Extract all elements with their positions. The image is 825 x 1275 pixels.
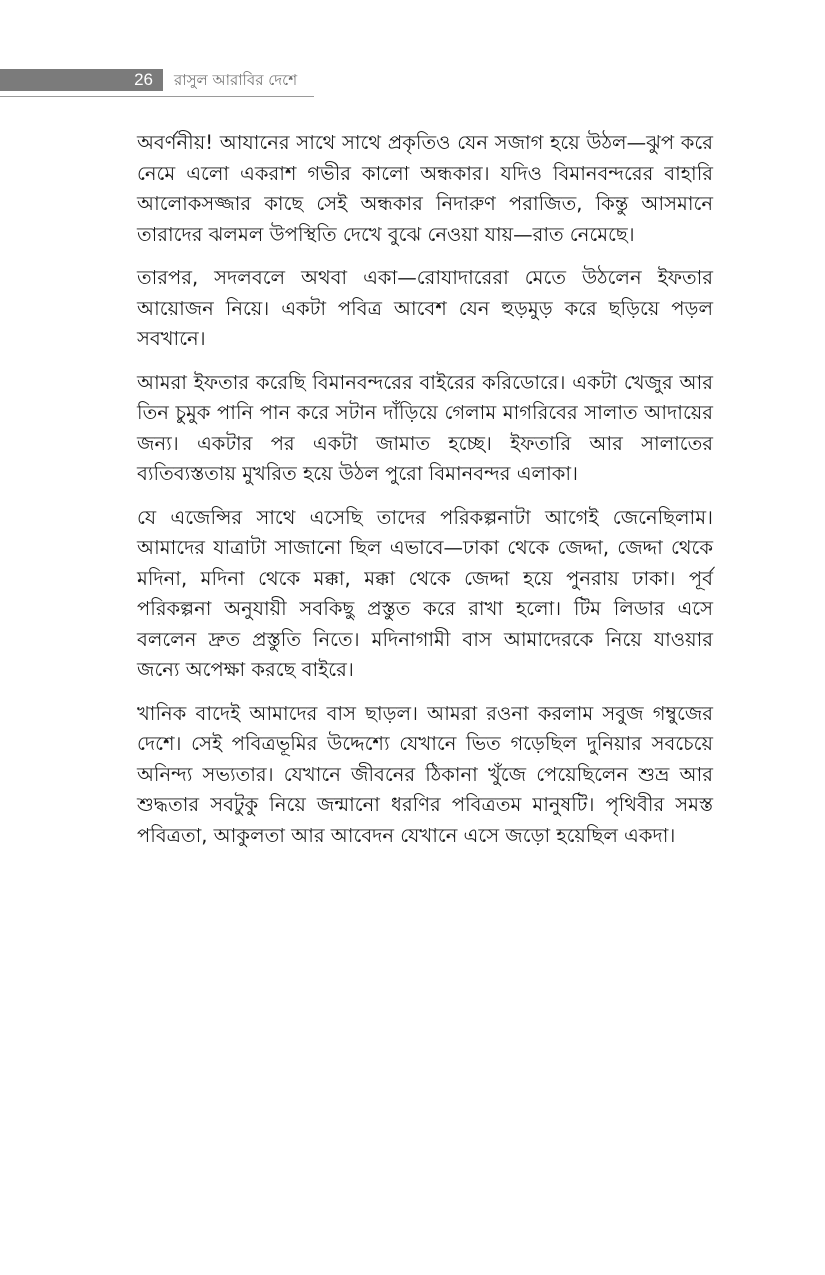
paragraph-1: অবর্ণনীয়! আযানের সাথে সাথে প্রকৃতিও যেন সজাগ হয়ে উঠল—ঝুপ করে নেমে এলো একরাশ গভীর কালো অন্ধকার। যদিও বিমানবন্দরের বাহারি আলোকসজ্জার কাছে সেই অন্ধকার নিদারুণ পরাজিত, কিন্তু আসমানে তারাদের ঝলমল উপস্থিতি দেখে বুঝে নেওয়া যায়—রাত নেমেছে। (137, 131, 713, 246)
paragraph-3: আমরা ইফতার করেছি বিমানবন্দরের বাইরের করিডোরে। একটা খেজুর আর তিন চুমুক পানি পান করে সটান দাঁড়িয়ে গেলাম মাগরিবের সালাত আদায়ের জন্য। একটার পর একটা জামাত হচ্ছে। ইফতারি আর সালাতের ব্যতিব্যস্ততায় মুখরিত হয়ে উঠল পুরো বিমানবন্দর এলাকা। (137, 370, 713, 485)
page-body (137, 128, 713, 864)
paragraph-5: খানিক বাদেই আমাদের বাস ছাড়ল। আমরা রওনা করলাম সবুজ গম্বুজের দেশে। সেই পবিত্রভূমির উদ্দেশ্যে যেখানে ভিত গড়েছিল দুনিয়ার সবচেয়ে অনিন্দ্য সভ্যতার। যেখানে জীবনের ঠিকানা খুঁজে পেয়েছিলেন শুভ্র আর শুদ্ধতার সবটুকু নিয়ে জন্মানো ধরণির পবিত্রতম মানুষটি। পৃথিবীর সমস্ত পবিত্রতা, আকুলতা আর আবেদন যেখানে এসে জড়ো হয়েছিল একদা। (137, 701, 713, 847)
page-number-bar (0, 69, 163, 91)
header-rule (0, 96, 314, 97)
paragraph-2: তারপর, সদলবলে অথবা একা—রোযাদারেরা মেতে উঠলেন ইফতার আয়োজন নিয়ে। একটা পবিত্র আবেশ যেন হুড়মুড় করে ছড়িয়ে পড়ল সবখানে। (137, 266, 713, 350)
running-head (0, 69, 330, 99)
book-title: রাসুল আরাবির দেশে (174, 71, 298, 89)
paragraph-4: যে এজেন্সির সাথে এসেছি তাদের পরিকল্পনাটা আগেই জেনেছিলাম। আমাদের যাত্রাটা সাজানো ছিল এভাবে—ঢাকা থেকে জেদ্দা, জেদ্দা থেকে মদিনা, মদিনা থেকে মক্কা, মক্কা থেকে জেদ্দা হয়ে পুনরায় ঢাকা। পূর্ব পরিকল্পনা অনুযায়ী সবকিছু প্রস্তুত করে রাখা হলো। টিম লিডার এসে বললেন দ্রুত প্রস্তুতি নিতে। মদিনাগামী বাস আমাদেরকে নিয়ে যাওয়ার জন্যে অপেক্ষা করছে বাইরে। (137, 505, 713, 681)
page-number: 26 (134, 70, 153, 89)
